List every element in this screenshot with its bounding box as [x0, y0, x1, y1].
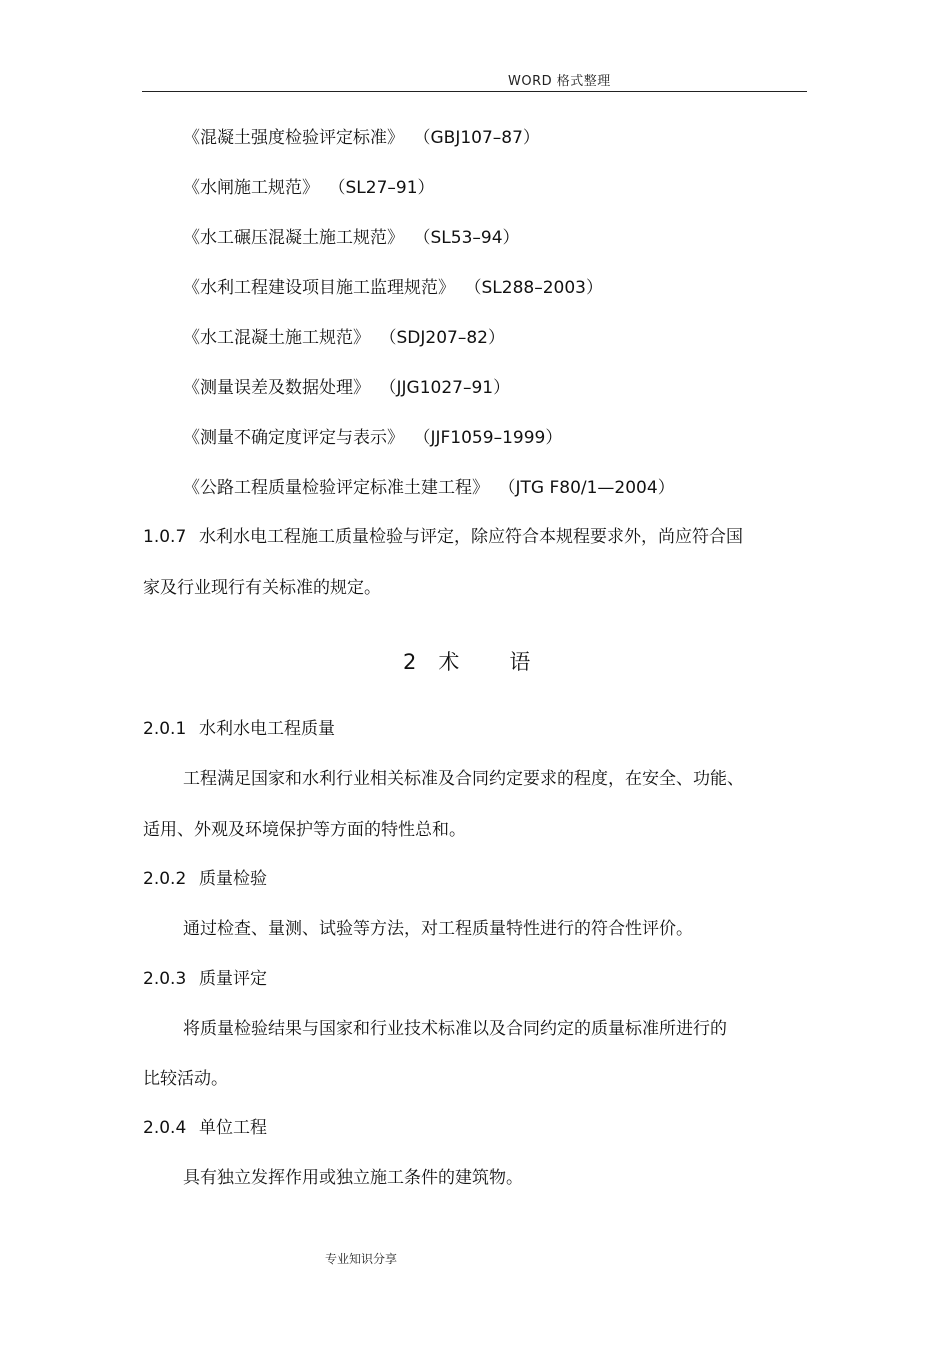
reference-item	[183, 427, 562, 449]
chapter-title-char: 语	[509, 650, 531, 674]
reference-code: （SL288–2003）	[473, 278, 603, 298]
reference-title: 《混凝土强度检验评定标准》	[183, 128, 404, 148]
term-definition: 具有独立发挥作用或独立施工条件的建筑物。	[183, 1168, 523, 1188]
term-heading	[143, 718, 335, 740]
reference-title: 《水利工程建设项目施工监理规范》	[183, 278, 455, 298]
term-name: 单位工程	[199, 1118, 267, 1138]
term-definition: 比较活动。	[143, 1069, 228, 1089]
clause-text: 水利水电工程施工质量检验与评定，除应符合本规程要求外，尚应符合国	[199, 527, 743, 547]
reference-item	[183, 127, 540, 149]
term-number: 2.0.1	[143, 719, 187, 739]
reference-item	[183, 277, 603, 299]
clause-line	[143, 526, 743, 548]
chapter-title-char: 术	[438, 650, 460, 674]
clause-line: 家及行业现行有关标准的规定。	[143, 578, 381, 598]
term-name: 质量检验	[199, 869, 267, 889]
term-name: 质量评定	[199, 969, 267, 989]
term-number: 2.0.3	[143, 969, 187, 989]
term-definition: 将质量检验结果与国家和行业技术标准以及合同约定的质量标准所进行的	[183, 1019, 727, 1039]
term-name: 水利水电工程质量	[199, 719, 335, 739]
term-heading	[143, 968, 267, 990]
reference-code: （JJG1027–91）	[388, 378, 511, 398]
chapter-number: 2	[403, 650, 417, 674]
reference-item	[183, 327, 505, 349]
term-number: 2.0.2	[143, 869, 187, 889]
reference-code: （JJF1059–1999）	[422, 428, 563, 448]
term-definition: 适用、外观及环境保护等方面的特性总和。	[143, 820, 466, 840]
reference-item	[183, 227, 520, 249]
reference-item	[183, 477, 675, 499]
reference-title: 《水工混凝土施工规范》	[183, 328, 370, 348]
term-heading	[143, 868, 267, 890]
page-footer: 专业知识分享	[325, 1252, 398, 1266]
term-number: 2.0.4	[143, 1118, 187, 1138]
reference-title: 《测量误差及数据处理》	[183, 378, 370, 398]
term-definition: 通过检查、量测、试验等方法，对工程质量特性进行的符合性评价。	[183, 919, 693, 939]
reference-title: 《公路工程质量检验评定标准土建工程》	[183, 478, 489, 498]
reference-title: 《水工碾压混凝土施工规范》	[183, 228, 404, 248]
reference-item	[183, 377, 510, 399]
term-definition: 工程满足国家和水利行业相关标准及合同约定要求的程度，在安全、功能、	[183, 769, 744, 789]
reference-code: （SL27–91）	[337, 178, 435, 198]
header-divider	[142, 91, 807, 92]
reference-item	[183, 177, 435, 199]
reference-title: 《水闸施工规范》	[183, 178, 319, 198]
clause-number: 1.0.7	[143, 527, 187, 547]
term-heading	[143, 1117, 267, 1139]
chapter-heading	[403, 646, 530, 676]
reference-code: （SL53–94）	[422, 228, 520, 248]
reference-title: 《测量不确定度评定与表示》	[183, 428, 404, 448]
reference-code: （SDJ207–82）	[388, 328, 505, 348]
reference-code: （JTG F80/1—2004）	[507, 478, 675, 498]
header-text: WORD 格式整理	[508, 74, 611, 89]
reference-code: （GBJ107–87）	[422, 128, 540, 148]
